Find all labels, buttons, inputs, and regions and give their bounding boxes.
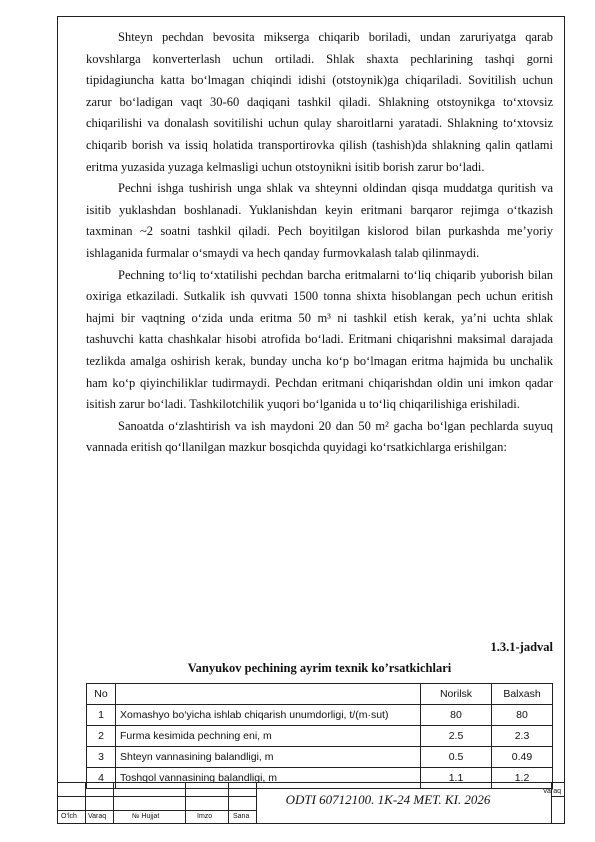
paragraph-2: Pechni ishga tushirish unga shlak va shteynni oldindan qisqa muddatga quritish va isitib yuklashdan boshlanadi. Yuklanishdan keyin eritmani barqaror rejimga o‘tkazish taxminan ~2 soatni tashkil qiladi. Pech boyitilgan kislorod bilan purkashda me’yoriy ishlaganida furmalar o‘smaydi va hech qanday furmovkalash talab qilinmaydi.	[86, 181, 553, 260]
stamp-hline	[552, 796, 565, 797]
table-row	[87, 705, 553, 726]
row-desc: Xomashyo bo‘yicha ishlab chiqarish unumdorligi, t/(m·sut)	[116, 705, 421, 726]
row-no: 2	[87, 726, 116, 747]
table-row	[87, 747, 553, 768]
table-title: Vanyukov pechining ayrim texnik ko’rsatkichlari	[187, 661, 452, 675]
row-balxash: 1.2	[492, 768, 553, 789]
stamp-label-varaq: Varaq	[88, 813, 107, 820]
header-norilsk: Norilsk	[421, 684, 492, 705]
document-code: ODTI 60712100. 1K-24 MET. KI. 2026	[285, 792, 491, 807]
paragraph-1: Shteyn pechdan bevosita mikserga chiqarib boriladi, undan zaruriyatga qarab kovshlarga konverterlash uchun ortiladi. Shlak shaxta pechlarining tashqi gorni tipidagiuncha katta bo‘lmagan chiqindi idishi (otstoynik)ga chiqariladi. Sovitilish uchun zarur bo‘ladigan vaqt 30-60 daqiqani tashkil qiladi. Shlakning otstoynikga to‘xtovsiz chiqarilishi va donalash sovitilishi uchun qulay sharoitlarni yaratadi. Shlakning to‘xtovsiz chiqarib borish va issiq holatida transportirovka qilish (tashish)da shlakning qalin qatlami eritma yuzasida yuzaga kelmasligi uchun otstoynikni isitib borish zarur bo‘ladi.	[86, 30, 553, 174]
row-no: 1	[87, 705, 116, 726]
stamp-label-sana: Sana	[233, 813, 250, 820]
paragraph-3: Pechning to‘liq to‘xtatilishi pechdan barcha eritmalarni to‘liq chiqarib yuborish bilan oxiriga etkaziladi. Sutkalik ish quvvati 1500 tonna shixta hisoblangan pech uchun eritish hajmi bir vaqtning o‘zida unda eritma 50 m³ ni tashkil etish kerak, ya’ni uchta shlak tashuvchi katta chashkalar hisobi atrofida bo‘ladi. Eritmani chiqarishni maksimal darajada tezlikda amalga oshirish kerak, bunday uncha ko‘p bo‘lmagan eritma hajmida bu unchalik ham ko‘p qiyinchiliklar tudirmaydi. Pechdan eritmani chiqarishdan oldin uni imkon qadar isitish zarur bo‘ladi. Tashkilotchilik yuqori bo‘lganida u to‘liq chiqarilishiga erishiladi.	[86, 267, 553, 412]
row-norilsk: 0.5	[421, 747, 492, 768]
stamp-hline	[57, 796, 257, 797]
table-header-row	[87, 684, 553, 705]
row-balxash: 0.49	[492, 747, 553, 768]
row-no: 4	[87, 768, 116, 789]
body-text	[86, 27, 553, 459]
stamp-label-imzo: Imzo	[197, 813, 213, 820]
header-no: No	[87, 684, 116, 705]
stamp-label-hujjat: № Hujjat	[132, 813, 160, 820]
title-block	[57, 782, 565, 824]
table-reference: 1.3.1-jadval	[490, 640, 553, 654]
table-row	[87, 726, 553, 747]
spec-table	[86, 683, 553, 789]
row-norilsk: 1.1	[421, 768, 492, 789]
row-desc: Toshqol vannasining balandligi, m	[116, 768, 421, 789]
row-norilsk: 2.5	[421, 726, 492, 747]
row-desc: Furma kesimida pechning eni, m	[116, 726, 421, 747]
row-balxash: 2.3	[492, 726, 553, 747]
header-balxash: Balxash	[492, 684, 553, 705]
header-desc	[116, 684, 421, 705]
paragraph-4: Sanoatda o‘zlashtirish va ish maydoni 20 dan 50 m² gacha bo‘lgan pechlarda suyuq vannada eritish qo‘llanilgan mazkur bosqichda quyidagi ko‘rsatkichlarga erishilgan:	[86, 418, 553, 455]
row-desc: Shteyn vannasining balandligi, m	[116, 747, 421, 768]
row-no: 3	[87, 747, 116, 768]
row-norilsk: 80	[421, 705, 492, 726]
row-balxash: 80	[492, 705, 553, 726]
stamp-hline	[57, 810, 257, 811]
stamp-label-olch: O‘lch	[61, 813, 77, 820]
stamp-varaq-label: Varaq	[542, 788, 561, 795]
